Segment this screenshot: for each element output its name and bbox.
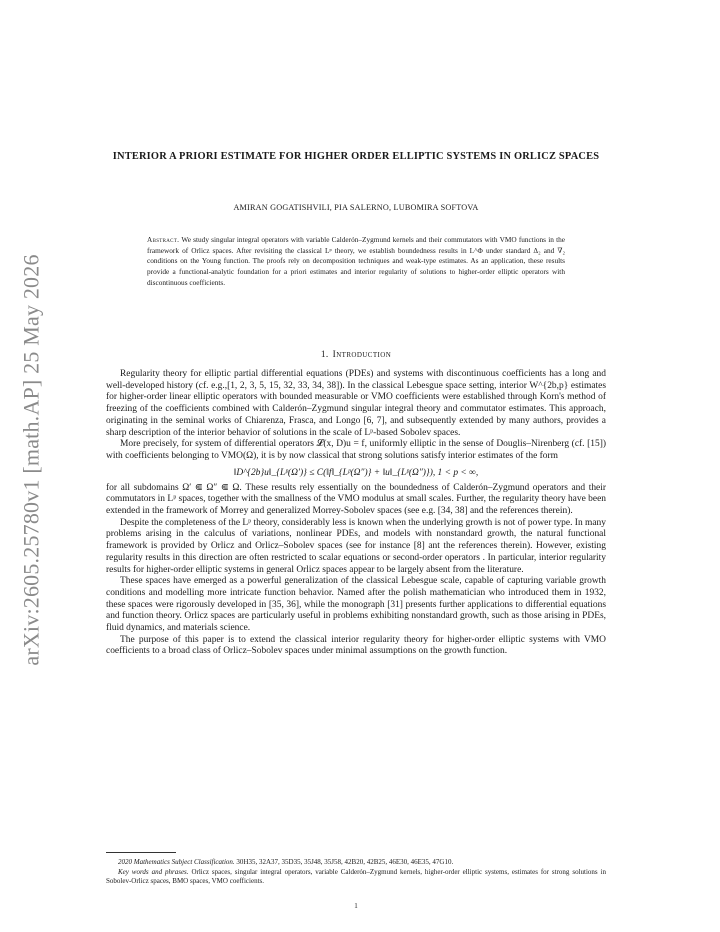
section-title: Introduction [332, 350, 392, 360]
paragraph: The purpose of this paper is to extend the classical interior regularity theory for higher-order elliptic systems with VMO coefficients to a broad class of Orlicz–Sobolev spaces under minimal assumptions on the growth function. [106, 634, 606, 657]
footnotes-block [106, 858, 606, 887]
paper-authors: AMIRAN GOGATISHVILI, PIA SALERNO, LUBOMIRA SOFTOVA [233, 203, 479, 212]
paragraph: for all subdomains Ω′ ⋐ Ω″ ⋐ Ω. These results rely essentially on the boundedness of Calderón–Zygmund operators and their commutators in Lᵖ spaces, together with the smallness of the VMO modulus at small scales. Further, the regularity theory have been extended in the framework of Morrey and generalized Morrey-Sobolev spaces (see e.g. [34, 38] and the references therein). [106, 482, 606, 517]
paper-title: INTERIOR A PRIORI ESTIMATE FOR HIGHER ORDER ELLIPTIC SYSTEMS IN ORLICZ SPACES [112, 151, 600, 162]
abstract-block [147, 235, 565, 289]
page-number: 1 [354, 902, 358, 910]
msc-label: 2020 Mathematics Subject Classification. [118, 858, 235, 866]
footnote-rule [106, 852, 176, 853]
display-equation: ‖D^{2b}u‖_{Lᵖ(Ω′)} ≤ C(‖f‖_{Lᵖ(Ω″)} + ‖u‖_{Lᵖ(Ω″)}), 1 < p < ∞, [233, 467, 479, 478]
paragraph: These spaces have emerged as a powerful generalization of the classical Lebesgue scale, capable of capturing variable growth conditions and modelling more intricate function behavior. Named after the polish mathematician who introduced them in 1932, these spaces were rigorously developed in [35, 36], while the monograph [31] presents further applications to differential equations and function theory. Orlicz spaces are particularly useful in problems exhibiting nonstandard growth, such as those arising in PDEs, fluid dynamics, and materials science. [106, 576, 606, 634]
keywords-label: Key words and phrases. [118, 867, 189, 876]
keywords-text: Orlicz spaces, singular integral operators, variable Calderón–Zygmund kernels, higher-order elliptic systems, estimates for strong solutions in Sobolev-Orlicz spaces, BMO spaces, VMO coefficients. [106, 867, 606, 886]
msc-codes: 30H35, 32A37, 35D35, 35J48, 35J58, 42B20, 42B25, 46E30, 46E35, 47G10. [236, 858, 454, 866]
msc-footnote [106, 858, 606, 868]
arxiv-identifier-text: arXiv:2605.25780v1 [math.AP] 25 May 2026 [19, 254, 45, 666]
paragraph: More precisely, for system of differential operators 𝓛(x, D)u = f, uniformly elliptic in the sense of Douglis–Nirenberg (cf. [15]) with coefficients belonging to VMO(Ω), it is by now classical that strong solutions satisfy interior estimates of the form [106, 439, 606, 461]
abstract-label: Abstract. [147, 235, 180, 244]
introduction-body [106, 369, 606, 658]
keywords-footnote [106, 868, 606, 887]
abstract-text: We study singular integral operators with variable Calderón–Zygmund kernels and their commutators with VMO functions in the framework of Orlicz spaces. After revisiting the classical Lᵖ theory, we establish boundedness results in L^Φ under standard Δ₂ and ∇₂ conditions on the Young function. The proofs rely on decomposition techniques and weak-type estimates. As an application, these results provide a functional-analytic foundation for a priori estimates and interior regularity of solutions to higher-order elliptic operators with discontinuous coefficients. [147, 235, 566, 287]
arxiv-identifier-stamp [12, 250, 52, 670]
paragraph: Despite the completeness of the Lᵖ theory, considerably less is known when the underlying growth is not of power type. In many problems arising in the calculus of variations, nonlinear PDEs, and models with nonstandard growth, the natural functional framework is provided by Orlicz and Orlicz–Sobolev spaces (see for instance [8] ant the references therein). However, existing regularity results in this direction are often restricted to scalar equations or second-order operators . In particular, interior regularity results for higher-order elliptic systems in general Orlicz spaces appear to be largely absent from the literature. [106, 517, 606, 575]
section-heading-introduction [106, 350, 606, 360]
paragraph: Regularity theory for elliptic partial differential equations (PDEs) and systems with discontinuous coefficients has a long and well-developed history (cf. e.g.,[1, 2, 3, 5, 15, 32, 33, 34, 38]). In the classical Lebesgue space setting, interior W^{2b,p} estimates for higher-order linear elliptic operators with bounded measurable or VMO coefficients were established through Korn's method of freezing of the coefficients combined with Calderón–Zygmund singular integral theory and commutator estimates. This approach, originating in the seminal works of Chiarenza, Frasca, and Longo [6, 7], and subsequently extended by many authors, provides a sharp description of the interior behavior of solutions in the scale of Lᵖ-based Sobolev spaces. [106, 369, 606, 438]
section-number: 1. [320, 350, 329, 360]
